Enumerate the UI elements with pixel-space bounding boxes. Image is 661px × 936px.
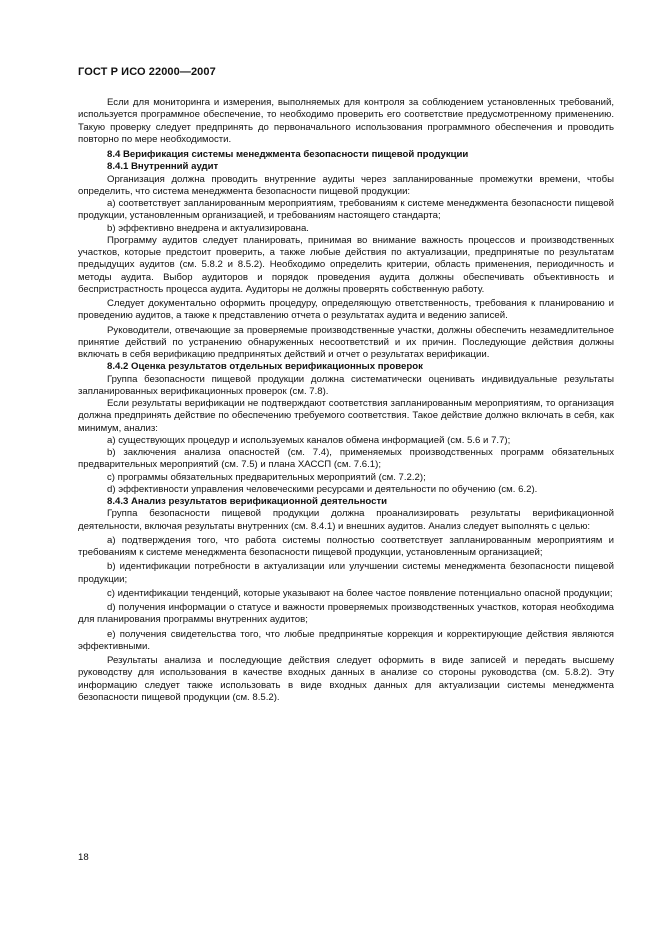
list-item: а) существующих процедур и используемых каналов обмена информацией (см. 5.6 и 7.7); bbox=[107, 434, 511, 446]
paragraph: Если результаты верификации не подтверждают соответствия запланированным мероприятиям, то организация должна предпринять действие по обеспечению требуемого соответствия. Такое действие должно включать в себя, как минимум, анализ: bbox=[78, 398, 614, 434]
list-item: а) подтверждения того, что работа системы полностью соответствует запланированным мероприятиям и требованиям к системе менеджмента безопасности пищевой продукции, установленным организацией; bbox=[78, 534, 614, 558]
paragraph: Программу аудитов следует планировать, принимая во внимание важность процессов и производственных участков, которые предстоит проверить, а также любые действия по актуализации, предпринятые по результатам предыдущих аудитов (см. 5.8.2 и 8.5.2). Необходимо определить критерии, область применения, периодичность и методы аудита. Выбор аудиторов и порядок проведения аудита должны обеспечивать объективность и беспристрастность процесса аудита. Аудиторы не должны проверять собственную работу. bbox=[78, 234, 614, 295]
list-item: b) идентификации потребности в актуализации или улучшении системы менеджмента безопасности пищевой продукции; bbox=[78, 561, 614, 585]
paragraph: Группа безопасности пищевой продукции должна проанализировать результаты верификационной деятельности, включая результаты внутренних (см. 8.4.1) и внешних аудитов. Анализ следует выполнять с целью: bbox=[78, 508, 614, 532]
list-item: с) программы обязательных предварительных мероприятий (см. 7.2.2); bbox=[107, 471, 426, 483]
list-item: d) получения информации о статусе и важности проверяемых производственных участков, которая необходима для планирования программы внутренних аудитов; bbox=[78, 602, 614, 626]
paragraph: Группа безопасности пищевой продукции должна систематически оценивать индивидуальные результаты запланированных верификационных проверок (см. 7.8). bbox=[78, 373, 614, 397]
subsection-heading-8-4-1: 8.4.1 Внутренний аудит bbox=[107, 161, 219, 173]
list-item: b) эффективно внедрена и актуализирована. bbox=[107, 222, 309, 234]
subsection-heading-8-4-3: 8.4.3 Анализ результатов верификационной деятельности bbox=[107, 496, 388, 507]
body-text bbox=[78, 97, 614, 704]
page-number: 18 bbox=[78, 852, 89, 863]
paragraph: Следует документально оформить процедуру, определяющую ответственность, требования к планированию и проведению аудитов, а также к представлению отчета о результатах аудита и ведению записей. bbox=[78, 298, 614, 322]
paragraph: Результаты анализа и последующие действия следует оформить в виде записей и передать высшему руководству для использования в качестве входных данных в анализе со стороны руководства (см. 5.8.2). Эту информацию следует также использовать в виде входных данных для актуализации системы менеджмента безопасности пищевой продукции (см. 8.5.2). bbox=[78, 655, 614, 703]
paragraph: Организация должна проводить внутренние аудиты через запланированные промежутки времени, чтобы определить, что система менеджмента безопасности пищевой продукции: bbox=[78, 173, 614, 197]
list-item: е) получения свидетельства того, что любые предпринятые коррекция и корректирующие действия являются эффективными. bbox=[78, 628, 614, 652]
section-heading-8-4: 8.4 Верификация системы менеджмента безопасности пищевой продукции bbox=[107, 149, 469, 160]
list-item: d) эффективности управления человеческими ресурсами и деятельности по обучению (см. 6.2). bbox=[107, 483, 538, 495]
subsection-heading-8-4-2: 8.4.2 Оценка результатов отдельных верификационных проверок bbox=[107, 361, 423, 373]
paragraph: Руководители, отвечающие за проверяемые производственные участки, должны обеспечить незамедлительное принятие действий по устранению обнаруженных несоответствий и их причин. Последующие действия должны включать в себя верификацию предпринятых действий и отчет о результатах верификации. bbox=[78, 324, 614, 360]
list-item: а) соответствует запланированным мероприятиям, требованиям к системе менеджмента безопасности пищевой продукции, установленным организацией, и требованиям настоящего стандарта; bbox=[78, 198, 614, 222]
page-header-standard-code: ГОСТ Р ИСО 22000—2007 bbox=[78, 66, 216, 78]
paragraph: Если для мониторинга и измерения, выполняемых для контроля за соблюдением установленных требований, используется программное обеспечение, то необходимо проверить его соответствие предусмотренному применению. Такую проверку следует предпринять до первоначального использования программного обеспечения и проводить повторно по мере необходимости. bbox=[78, 97, 614, 145]
list-item: b) заключения анализа опасностей (см. 7.4), применяемых производственных программ обязательных предварительных мероприятий (см. 7.5) и плана ХАССП (см. 7.6.1); bbox=[78, 447, 614, 471]
list-item: с) идентификации тенденций, которые указывают на более частое появление потенциально опасной продукции; bbox=[107, 587, 613, 599]
